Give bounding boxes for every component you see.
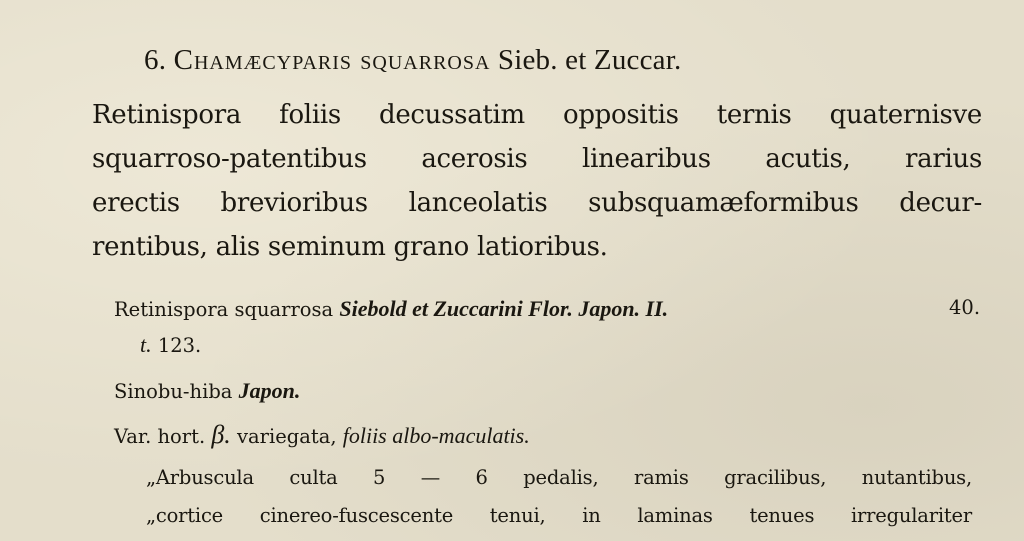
synonym-name: Retinispora squarrosa [114,298,334,321]
quote-line: „cortice cinereo-fuscescente tenui, in laminas tenues irregulariter [146,504,972,527]
species-heading [144,44,681,77]
quote-line: „Arbuscula culta 5 — 6 pedalis, ramis gracilibus, nutantibus, [146,466,972,489]
variety-name: variegata, [237,425,337,448]
synonym-line [114,296,981,322]
synonym-tab-line [140,332,201,358]
synonym-reference: Siebold et Zuccarini Flor. Japon. II. [339,296,669,321]
variety-line [114,420,530,450]
tab-number: 123. [157,334,202,357]
variety-description: foliis albo-maculatis. [342,423,530,448]
vernacular-line [114,378,300,404]
vernacular-language: Japon. [238,378,301,403]
diagnosis-line: rentibus, alis seminum grano latioribus. [92,232,608,262]
diagnosis-line: Retinispora foliis decussatim oppositis ternis quaternisve [92,100,982,130]
species-authority: Sieb. et Zuccar. [497,44,682,76]
species-number: 6. [144,44,167,76]
synonym-page: 40. [949,296,981,319]
variety-symbol: β. [211,420,231,449]
tab-prefix: t. [140,332,152,357]
vernacular-name: Sinobu-hiba [114,380,233,403]
diagnosis-line: squarroso-patentibus acerosis linearibus acutis, rarius [92,144,982,174]
diagnosis-line: erectis brevioribus lanceolatis subsquamæformibus decur- [92,188,982,218]
species-name: Chamæcyparis squarrosa [173,44,491,76]
variety-prefix: Var. hort. [114,425,206,448]
